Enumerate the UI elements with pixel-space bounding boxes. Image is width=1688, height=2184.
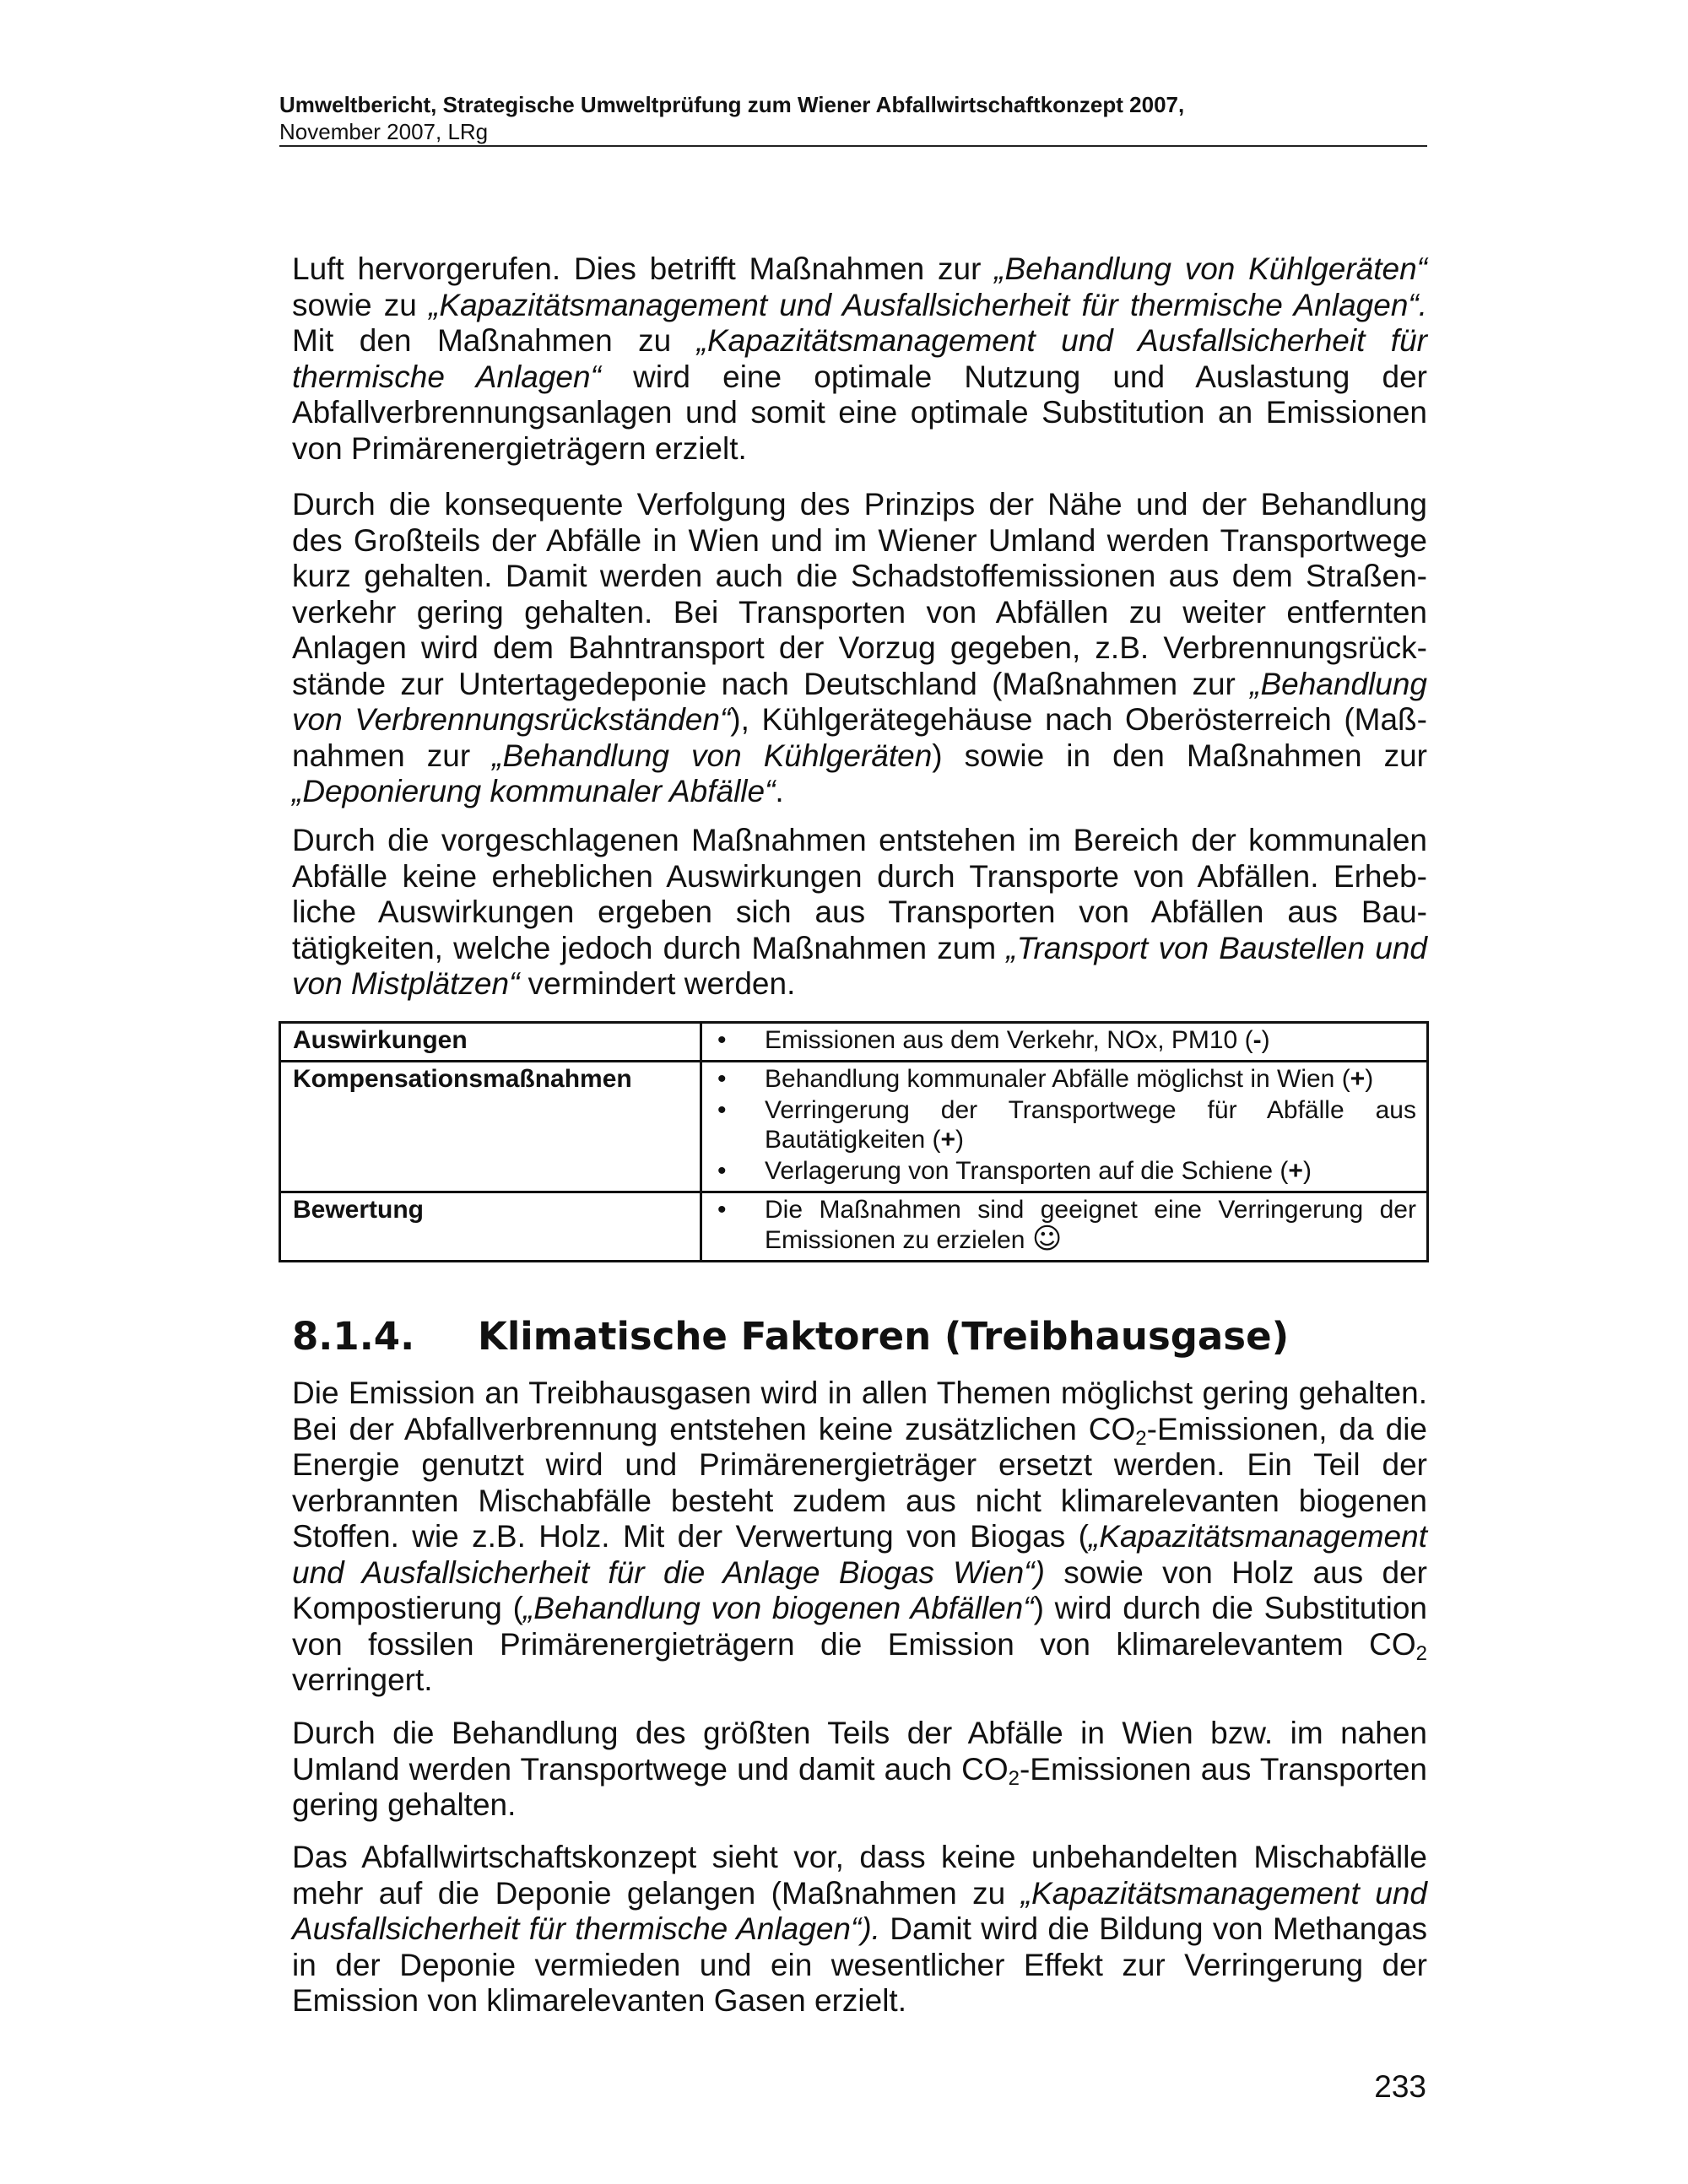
list-item: • Emissionen aus dem Verkehr, NOx, PM10 (-) (717, 1026, 1270, 1054)
header-divider (279, 145, 1427, 147)
text: sowie zu (292, 287, 430, 322)
measure-reference: „Behandlung von Kühlgeräten (492, 738, 933, 773)
rating-mark: + (1288, 1157, 1303, 1185)
measure-reference: „Kapazitätsmanagement und Ausfallsicherheit für thermische Anlagen“). (292, 1875, 1427, 1946)
smiley-icon: ☺ (1031, 1222, 1063, 1256)
text: ), Kühlgerätegehäuse nach Oberösterreich (Maßnahmen zur (292, 702, 1427, 773)
list-item: • Verringerung der Transportwege für Abfälle aus Bautätigkeiten (+) (717, 1096, 1416, 1154)
section-title: Klimatische Faktoren (Treibhausgase) (478, 1314, 1290, 1359)
row-label-auswirkungen: Auswirkungen (280, 1023, 701, 1062)
text: vermindert werden. (519, 966, 796, 1001)
text: Mit den Maßnahmen zu (292, 323, 697, 358)
text: ) sowie in den Maßnahmen zur (932, 738, 1427, 773)
text: Luft hervorgerufen. Dies betrifft Maßnahmen zur (292, 251, 995, 286)
measure-reference: „Deponierung kommunaler Abfälle“ (292, 774, 776, 808)
row-label-bewertung: Bewertung (280, 1192, 701, 1262)
row-items (701, 1023, 1428, 1062)
measure-reference: „Behandlung von biogenen Abfällen“ (522, 1591, 1034, 1625)
text: wird eine optimale Nutzung und Auslastung der Abfallverbrennungsanlagen und somit eine optimale Substitution an Emissionen von Primärenergieträgern erzielt. (292, 359, 1427, 466)
measure-reference: „Kapazitätsmanagement und Ausfallsicherheit für thermische Anlagen“. (429, 287, 1427, 322)
header-title: Umweltbericht, Strategische Umweltprüfung zum Wiener Abfallwirtschaftkonzept 2007, (279, 92, 1185, 117)
text: . (775, 774, 784, 808)
page-number: 233 (1374, 2069, 1426, 2104)
assessment-table (279, 1021, 1429, 1262)
text: Durch die vorgeschlagenen Maßnahmen entstehen im Bereich der kommunalen Abfälle keine erheblichen Auswirkungen durch Transporte von Abfällen. Erhebliche Auswirkungen ergeben sich aus Transporten von Abfällen aus Bautätigkeiten, welche jedoch durch Maßnahmen zum (292, 823, 1427, 965)
paragraph-3 (292, 823, 1427, 1003)
section-number: 8.1.4. (292, 1314, 415, 1359)
list-item: • Die Maßnahmen sind geeignet eine Verringerung der Emissionen zu erzielen ☺ (717, 1196, 1416, 1256)
paragraph-2 (292, 487, 1427, 810)
row-items (701, 1192, 1428, 1262)
table-row (280, 1062, 1428, 1192)
row-items (701, 1062, 1428, 1192)
rating-mark: + (1350, 1065, 1366, 1093)
paragraph-4: Die Emission an Treibhausgasen wird in allen Themen möglichst gering gehalten. Bei der Abfallverbrennung entstehen keine zusätzlichen $CO_2$-Emissionen, da die Energie genutzt wird und Primärenergieträger ersetzt werden. Ein Teil der verbrannten Mischabfälle besteht zudem aus nicht klimarelevanten biogenen Stoffen. wie z.B. Holz. Mit der Verwertung von Biogas („Kapazitätsmanagement und Ausfallsicherheit für die Anlage Biogas Wien“) sowie von Holz aus der Kompostierung („Behandlung von biogenen Abfällen“) wird durch die Substitution von fossilen Primärenergieträgern die Emission von klimarelevantem $CO_2$ verringert. (292, 1376, 1428, 1697)
bullet-icon: • (717, 1157, 727, 1185)
measure-reference: „Behandlung von Verbrennungsrückständen“ (292, 666, 1427, 737)
paragraph-6: Das Abfallwirtschaftskonzept sieht vor, dass keine unbehandelten Mischabfälle mehr auf die Deponie gelangen (Maßnahmen zu „Kapazitätsmanagement und Ausfallsicherheit für thermische Anlagen“). Damit wird die Bildung von Methangas in der Deponie vermieden und ein wesentlicher Effekt zur Verringerung der Emission von klimarelevanten Gasen erzielt. (292, 1840, 1427, 2018)
bullet-icon: • (717, 1096, 727, 1124)
measure-reference: „Kapazitätsmanagement und Ausfallsicherheit für die Anlage Biogas Wien“) (292, 1519, 1427, 1590)
rating-mark: + (940, 1126, 955, 1154)
row-label-kompensationsmassnahmen: Kompensationsmaßnahmen (280, 1062, 701, 1192)
bullet-icon: • (717, 1026, 727, 1054)
measure-reference: „Kapazitätsmanagement und Ausfallsicherheit für thermische Anlagen“ (292, 323, 1427, 394)
bullet-icon: • (717, 1196, 727, 1224)
paragraph-1 (292, 251, 1427, 467)
table-row (280, 1023, 1428, 1062)
rating-mark: - (1252, 1026, 1262, 1054)
header-subtitle: November 2007, LRg (279, 119, 489, 144)
measure-reference: „Transport von Baustellen und von Mistplätzen“ (292, 930, 1427, 1001)
table-row (280, 1192, 1428, 1262)
measure-reference: „Behandlung von Kühlgeräten“ (994, 251, 1428, 286)
list-item: • Verlagerung von Transporten auf die Schiene (+) (717, 1157, 1312, 1185)
bullet-icon: • (717, 1065, 727, 1093)
page-header (279, 91, 1427, 145)
list-item: • Behandlung kommunaler Abfälle möglichst in Wien (+) (717, 1065, 1374, 1093)
section-heading (292, 1313, 1289, 1360)
text: Durch die konsequente Verfolgung des Prinzips der Nähe und der Behandlung des Großteils der Abfälle in Wien und im Wiener Umland werden Transportwege kurz gehalten. Damit werden auch die Schadstoffemissionen aus dem Straßenverkehr gering gehalten. Bei Transporten von Abfällen zu weiter entfernten Anlagen wird dem Bahntransport der Vorzug gegeben, z.B. Verbrennungsrückstände zur Untertagedeponie nach Deutschland (Maßnahmen zur (292, 487, 1427, 701)
paragraph-5: Durch die Behandlung des größten Teils der Abfälle in Wien bzw. im nahen Umland werden Transportwege und damit auch $CO_2$-Emissionen aus Transporten gering gehalten. (292, 1716, 1427, 1822)
